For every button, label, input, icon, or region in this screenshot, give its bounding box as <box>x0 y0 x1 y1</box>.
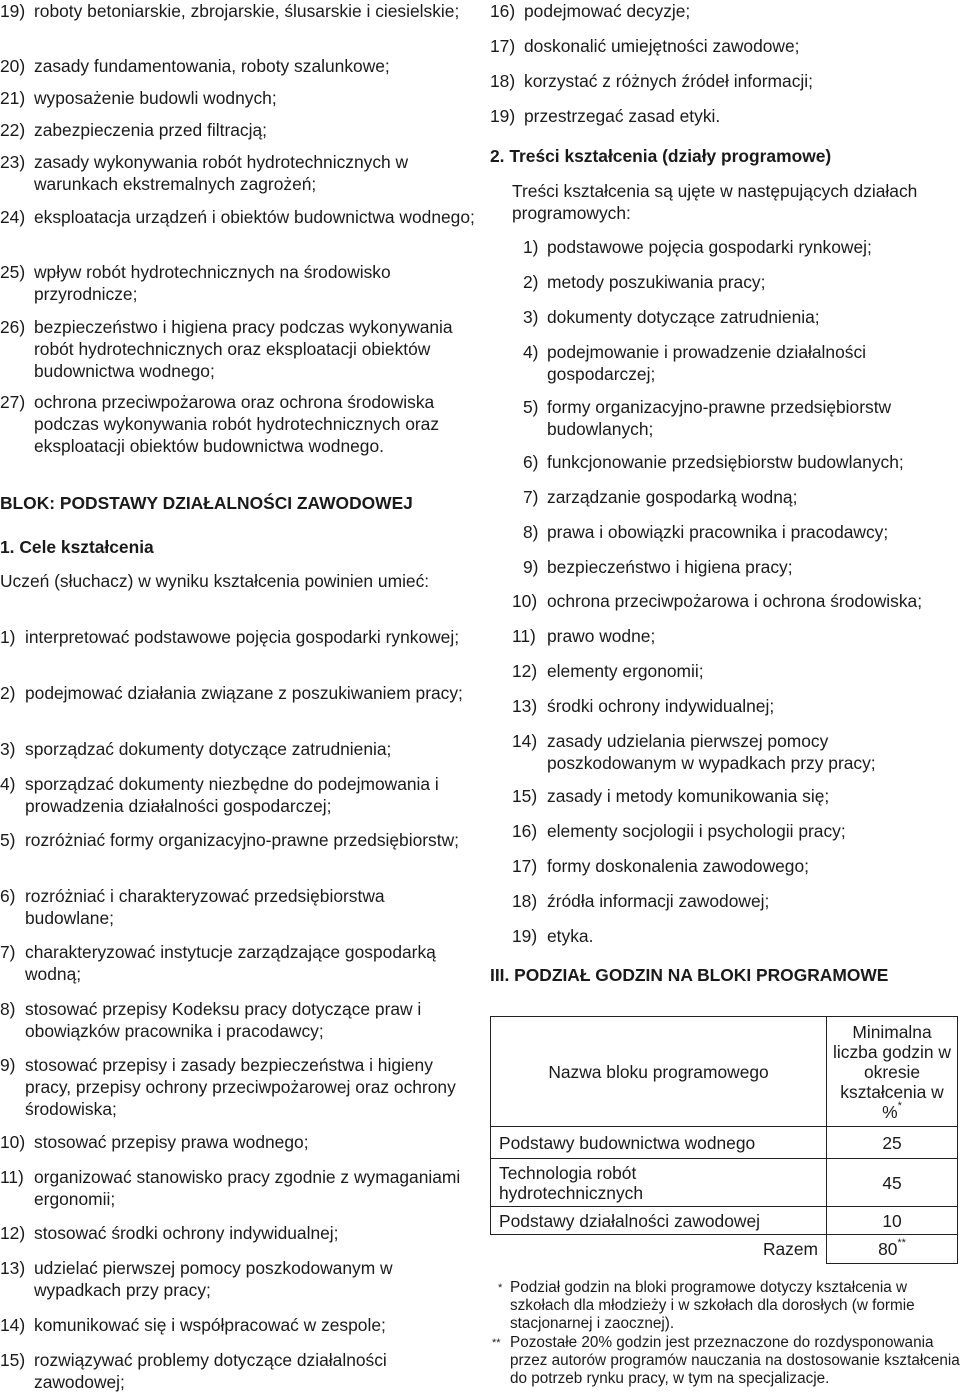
footnote-mark: ** <box>492 1337 501 1349</box>
footnote <box>490 1279 960 1333</box>
item-number: 27) <box>0 392 26 412</box>
list-item <box>0 998 478 1042</box>
item-number: 23) <box>0 152 26 172</box>
item-number: 12) <box>0 1223 26 1243</box>
item-text: zasady i metody komunikowania się; <box>547 786 830 806</box>
column-header: Nazwa bloku programowego <box>491 1017 827 1127</box>
item-text: elementy socjologii i psychologii pracy; <box>547 821 846 841</box>
table-row <box>491 1127 958 1159</box>
item-text: interpretować podstawowe pojęcia gospodarki rynkowej; <box>25 627 460 647</box>
item-text: wyposażenie budowli wodnych; <box>34 88 277 108</box>
item-text: podstawowe pojęcia gospodarki rynkowej; <box>547 237 872 257</box>
table-header-row <box>491 1017 958 1127</box>
list-item <box>512 785 960 807</box>
list-item <box>0 119 478 141</box>
item-text: bezpieczeństwo i higiena pracy podczas wykonywania robót hydrotechnicznych oraz eksploatacji obiektów budownictwa wodnego; <box>34 317 453 381</box>
total-value-text: 80 <box>878 1239 898 1259</box>
item-text: zabezpieczenia przed filtracją; <box>34 120 267 140</box>
item-number: 10) <box>0 1132 26 1152</box>
item-text: środki ochrony indywidualnej; <box>547 696 775 716</box>
item-number: 7) <box>523 487 539 507</box>
item-number: 15) <box>0 1350 26 1370</box>
item-number: 9) <box>0 1055 16 1075</box>
item-number: 14) <box>0 1315 26 1335</box>
item-number: 16) <box>512 821 538 841</box>
item-number: 25) <box>0 262 26 282</box>
list-item <box>0 316 478 382</box>
item-number: 17) <box>490 36 516 56</box>
list-item <box>512 660 960 682</box>
item-text: udzielać pierwszej pomocy poszkodowanym w wypadkach przy pracy; <box>34 1258 393 1300</box>
item-text: sporządzać dokumenty dotyczące zatrudnienia; <box>25 739 392 759</box>
list-item <box>523 521 960 543</box>
item-text: ochrona przeciwpożarowa oraz ochrona środowiska podczas wykonywania robót hydrotechnicznych oraz eksploatacji obiektów budownictwa wodnego. <box>34 392 440 456</box>
list-item <box>523 271 960 293</box>
block-hours: 10 <box>827 1207 958 1235</box>
item-number: 20) <box>0 56 26 76</box>
item-text: stosować środki ochrony indywidualnej; <box>34 1223 339 1243</box>
list-item <box>0 773 478 817</box>
item-number: 2) <box>0 683 16 703</box>
item-text: formy doskonalenia zawodowego; <box>547 856 809 876</box>
item-number: 5) <box>0 830 16 850</box>
total-value <box>827 1235 958 1264</box>
list-item <box>490 70 960 92</box>
section-heading: III. PODZIAŁ GODZIN NA BLOKI PROGRAMOWE <box>490 965 889 985</box>
list-item <box>0 87 478 109</box>
item-text: etyka. <box>547 926 594 946</box>
table-total-row <box>491 1235 958 1264</box>
item-number: 11) <box>0 1167 24 1187</box>
list-item <box>0 1257 478 1301</box>
list-item <box>512 695 960 717</box>
item-text: organizować stanowisko pracy zgodnie z wymaganiami ergonomii; <box>34 1167 461 1209</box>
item-text: zasady wykonywania robót hydrotechnicznych w warunkach ekstremalnych zagrożeń; <box>34 152 409 194</box>
item-number: 6) <box>0 886 16 906</box>
list-item <box>490 35 960 57</box>
list-item <box>0 55 478 77</box>
item-text: eksploatacja urządzeń i obiektów budownictwa wodnego; <box>34 207 475 227</box>
item-text: zasady fundamentowania, roboty szalunkowe; <box>34 56 390 76</box>
intro-paragraph: Treści kształcenia są ujęte w następujących działach programowych: <box>512 181 918 223</box>
item-text: stosować przepisy i zasady bezpieczeństwa i higieny pracy, przepisy ochrony przeciwpożarowej oraz ochrony środowiska; <box>25 1055 456 1119</box>
item-number: 10) <box>512 591 538 611</box>
list-item <box>0 0 478 22</box>
list-item <box>0 941 478 985</box>
item-number: 4) <box>523 342 539 362</box>
column-header-text: Minimalna liczba godzin w okresie kształcenia w % <box>833 1021 951 1122</box>
item-number: 19) <box>490 106 516 126</box>
item-number: 14) <box>512 731 538 751</box>
list-item <box>0 1222 478 1244</box>
list-item <box>0 682 478 704</box>
item-number: 18) <box>512 891 538 911</box>
item-text: formy organizacyjno-prawne przedsiębiorstw budowlanych; <box>547 397 892 439</box>
list-item <box>523 451 960 473</box>
item-number: 3) <box>0 739 16 759</box>
block-heading: BLOK: PODSTAWY DZIAŁALNOŚCI ZAWODOWEJ <box>0 493 413 513</box>
item-number: 16) <box>490 1 516 21</box>
list-item <box>0 1166 478 1210</box>
item-text: stosować przepisy prawa wodnego; <box>34 1132 309 1152</box>
item-number: 8) <box>0 999 16 1019</box>
item-number: 11) <box>512 626 536 646</box>
list-item <box>523 486 960 508</box>
list-item <box>512 730 960 774</box>
item-number: 17) <box>512 856 538 876</box>
block-hours: 25 <box>827 1127 958 1159</box>
total-label: Razem <box>491 1235 827 1264</box>
list-item <box>0 1054 478 1120</box>
list-item <box>0 885 478 929</box>
block-name: Podstawy działalności zawodowej <box>491 1207 827 1235</box>
item-text: rozróżniać i charakteryzować przedsiębiorstwa budowlane; <box>25 886 385 928</box>
table-row <box>491 1159 958 1207</box>
list-item <box>523 396 960 440</box>
item-number: 8) <box>523 522 539 542</box>
block-name: Podstawy budownictwa wodnego <box>491 1127 827 1159</box>
block-hours: 45 <box>827 1159 958 1207</box>
item-number: 21) <box>0 88 26 108</box>
list-item <box>0 1314 478 1336</box>
item-text: rozwiązywać problemy dotyczące działalności zawodowej; <box>34 1350 387 1392</box>
item-text: podejmowanie i prowadzenie działalności gospodarczej; <box>547 342 867 384</box>
item-text: rozróżniać formy organizacyjno-prawne przedsiębiorstw; <box>25 830 459 850</box>
item-number: 5) <box>523 397 539 417</box>
item-number: 13) <box>512 696 538 716</box>
item-number: 1) <box>523 237 539 257</box>
list-item <box>0 206 478 228</box>
list-item <box>523 306 960 328</box>
item-text: prawa i obowiązki pracownika i pracodawcy; <box>547 522 889 542</box>
list-item <box>0 829 478 851</box>
block-name: Technologia robót hydrotechnicznych <box>491 1159 827 1207</box>
section-heading: 2. Treści kształcenia (działy programowe) <box>490 146 832 166</box>
item-number: 19) <box>512 926 538 946</box>
section-heading: 1. Cele kształcenia <box>0 537 154 557</box>
list-item <box>0 1349 478 1393</box>
footnote-text: Podział godzin na bloki programowe dotyczy kształcenia w szkołach dla młodzieży i w szkołach dla dorosłych (w formie stacjonarnej i zaocznej). <box>510 1279 915 1332</box>
list-item <box>523 556 960 578</box>
item-text: stosować przepisy Kodeksu pracy dotyczące praw i obowiązków pracownika i pracodawcy; <box>25 999 422 1041</box>
list-item <box>0 151 478 195</box>
list-item <box>0 1131 478 1153</box>
intro-paragraph: Uczeń (słuchacz) w wyniku kształcenia powinien umieć: <box>0 571 430 591</box>
item-text: korzystać z różnych źródeł informacji; <box>524 71 813 91</box>
list-item <box>0 261 478 305</box>
list-item <box>523 236 960 258</box>
list-item <box>523 341 960 385</box>
item-text: dokumenty dotyczące zatrudnienia; <box>547 307 820 327</box>
item-text: elementy ergonomii; <box>547 661 704 681</box>
hours-table <box>490 1016 958 1264</box>
list-item <box>512 855 960 877</box>
footnote-text: Pozostałe 20% godzin jest przeznaczone do rozdysponowania przez autorów programów nauczania na dostosowanie kształcenia do potrzeb rynku pracy, w tym na specjalizacje. <box>510 1334 960 1387</box>
item-number: 24) <box>0 207 26 227</box>
item-number: 19) <box>0 1 26 21</box>
item-text: przestrzegać zasad etyki. <box>524 106 721 126</box>
list-item <box>0 391 478 457</box>
table-row <box>491 1207 958 1235</box>
item-number: 12) <box>512 661 538 681</box>
item-text: funkcjonowanie przedsiębiorstw budowlanych; <box>547 452 904 472</box>
item-text: zasady udzielania pierwszej pomocy poszkodowanym w wypadkach przy pracy; <box>547 731 876 773</box>
item-number: 2) <box>523 272 539 292</box>
list-item <box>0 626 478 648</box>
item-text: komunikować się i współpracować w zespole; <box>34 1315 386 1335</box>
item-number: 18) <box>490 71 516 91</box>
footnote-mark: ** <box>897 1237 906 1250</box>
item-number: 6) <box>523 452 539 472</box>
item-number: 22) <box>0 120 26 140</box>
list-item <box>490 105 960 127</box>
item-text: metody poszukiwania pracy; <box>547 272 766 292</box>
item-text: podejmować działania związane z poszukiwaniem pracy; <box>25 683 463 703</box>
list-item <box>490 0 960 22</box>
item-number: 9) <box>523 557 539 577</box>
list-item <box>512 590 960 612</box>
column-header <box>827 1017 958 1127</box>
item-text: źródła informacji zawodowej; <box>547 891 770 911</box>
item-number: 13) <box>0 1258 26 1278</box>
list-item <box>512 820 960 842</box>
item-text: charakteryzować instytucje zarządzające gospodarką wodną; <box>25 942 436 984</box>
item-number: 15) <box>512 786 538 806</box>
item-text: zarządzanie gospodarką wodną; <box>547 487 798 507</box>
item-text: prawo wodne; <box>547 626 656 646</box>
item-number: 26) <box>0 317 26 337</box>
footnote <box>490 1334 960 1388</box>
list-item <box>512 890 960 912</box>
list-item <box>512 925 960 947</box>
item-number: 7) <box>0 942 16 962</box>
list-item <box>0 738 478 760</box>
list-item <box>512 625 960 647</box>
item-text: doskonalić umiejętności zawodowe; <box>524 36 800 56</box>
item-number: 4) <box>0 774 16 794</box>
item-number: 1) <box>0 627 16 647</box>
item-text: ochrona przeciwpożarowa i ochrona środowiska; <box>547 591 923 611</box>
item-number: 3) <box>523 307 539 327</box>
footnote-mark: * <box>897 1099 902 1112</box>
item-text: bezpieczeństwo i higiena pracy; <box>547 557 793 577</box>
footnote-mark: * <box>498 1282 503 1294</box>
item-text: podejmować decyzje; <box>524 1 691 21</box>
item-text: wpływ robót hydrotechnicznych na środowisko przyrodnicze; <box>34 262 391 304</box>
item-text: roboty betoniarskie, zbrojarskie, ślusarskie i ciesielskie; <box>34 1 460 21</box>
item-text: sporządzać dokumenty niezbędne do podejmowania i prowadzenia działalności gospodarczej; <box>25 774 439 816</box>
